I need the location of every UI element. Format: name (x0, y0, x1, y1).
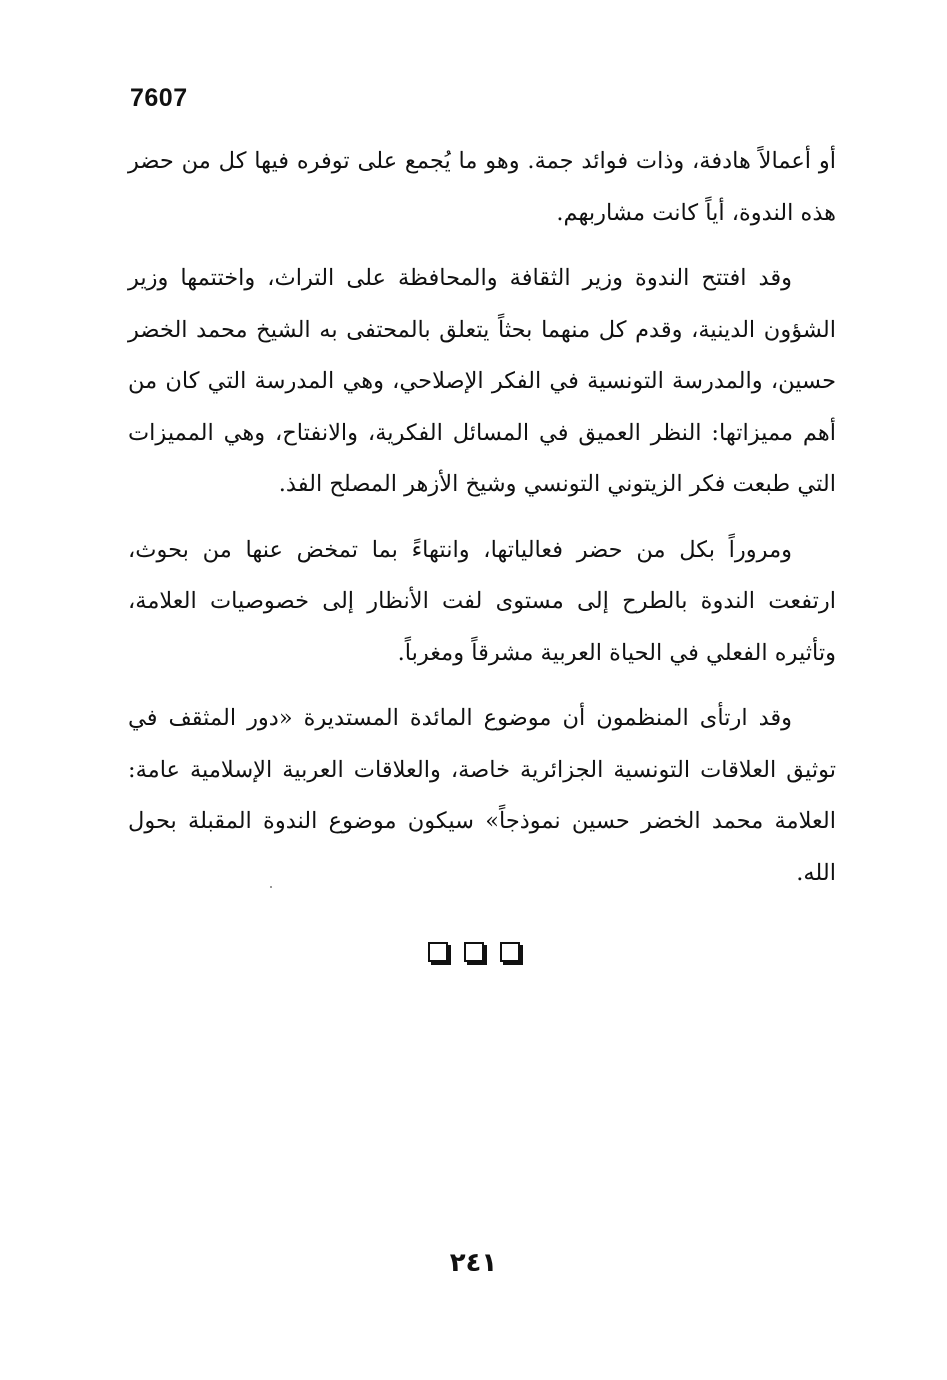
paragraph-2: وقد افتتح الندوة وزير الثقافة والمحافظة على التراث، واختتمها وزير الشؤون الدينية، وقدم كل منهما بحثاً يتعلق بالمحتفى به الشيخ محمد الخضر حسين، والمدرسة التونسية في الفكر الإصلاحي، وهي المدرسة التي كان من أهم مميزاتها: النظر العميق في المسائل الفكرية، والانفتاح، وهي المميزات التي طبعت فكر الزيتوني التونسي وشيخ الأزهر المصلح الفذ. (128, 265, 836, 497)
page-id: 7607 (130, 84, 188, 112)
square-ornament-icon (428, 942, 448, 962)
page-number: ٢٤١ (449, 1248, 498, 1278)
body-text (128, 136, 836, 913)
square-ornament-icon (500, 942, 520, 962)
paragraph-1: أو أعمالاً هادفة، وذات فوائد جمة. وهو ما يُجمع على توفره فيها كل من حضر هذه الندوة، أياً كانت مشاربهم. (128, 148, 836, 226)
section-end-ornament (428, 942, 520, 962)
scan-speck (270, 886, 272, 888)
paragraph-3: ومروراً بكل من حضر فعالياتها، وانتهاءً بما تمخض عنها من بحوث، ارتفعت الندوة بالطرح إلى مستوى لفت الأنظار إلى خصوصيات العلامة، وتأثيره الفعلي في الحياة العربية مشرقاً ومغرباً. (128, 536, 836, 666)
paragraph-4: وقد ارتأى المنظمون أن موضوع المائدة المستديرة «دور المثقف في توثيق العلاقات التونسية الجزائرية خاصة، والعلاقات العربية الإسلامية عامة: العلامة محمد الخضر حسين نموذجاً» سيكون موضوع الندوة المقبلة بحول الله. (128, 705, 836, 886)
square-ornament-icon (464, 942, 484, 962)
